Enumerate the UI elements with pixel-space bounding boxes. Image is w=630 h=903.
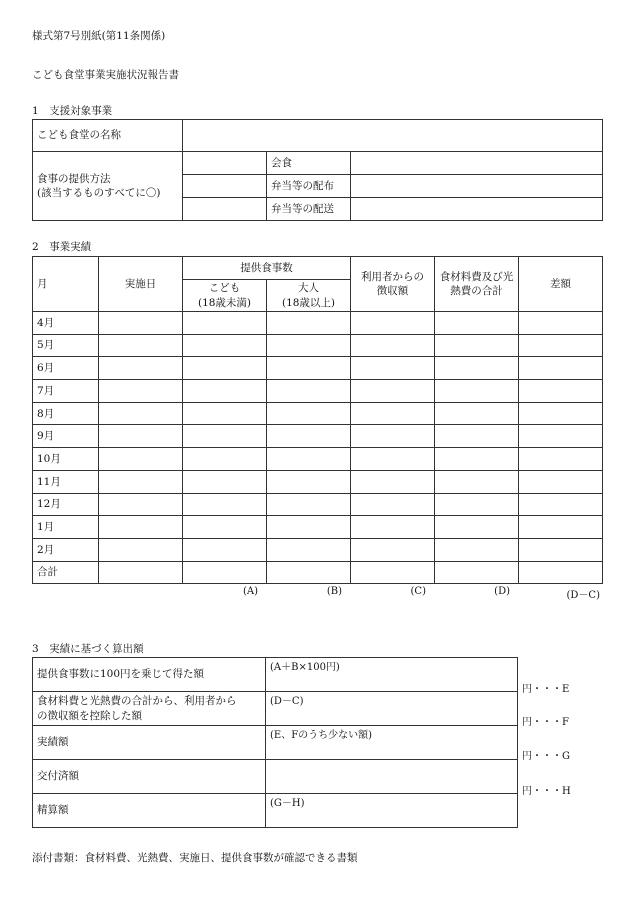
document-title: こども食堂事業実施状況報告書 <box>32 69 179 81</box>
calc-row <box>33 692 518 726</box>
form-number: 様式第7号別紙(第11条関係) <box>32 30 166 42</box>
month-label: 10月 <box>33 448 99 471</box>
unit-label-f: 円・・・F <box>522 717 569 728</box>
entry-cell[interactable] <box>267 312 351 335</box>
entry-cell[interactable] <box>183 380 267 403</box>
footer-label-d: (D) <box>494 586 510 597</box>
footer-label-b: (B) <box>326 586 342 597</box>
month-label: 合計 <box>33 561 99 584</box>
entry-cell[interactable] <box>183 425 267 448</box>
method-label: 弁当等の配送 <box>267 198 351 221</box>
method-detail-cell[interactable] <box>351 152 603 175</box>
entry-cell[interactable] <box>435 493 519 516</box>
unit-label-e: 円・・・E <box>522 684 570 695</box>
month-label: 7月 <box>33 380 99 403</box>
method-check-cell[interactable] <box>183 175 267 198</box>
entry-cell[interactable] <box>99 561 183 584</box>
calculation-table <box>32 657 518 828</box>
entry-cell[interactable] <box>519 312 603 335</box>
calc-label-line1: 実績額 <box>37 736 69 749</box>
header-child <box>183 280 267 312</box>
month-row <box>33 448 603 471</box>
entry-cell[interactable] <box>519 561 603 584</box>
header-adult-line2: (18歳以上) <box>281 296 336 309</box>
calc-value-cell[interactable] <box>266 658 518 692</box>
calc-formula: (A＋B×100円) <box>270 662 340 673</box>
header-cost-line2: 熱費の合計 <box>450 285 503 297</box>
method-check-cell[interactable] <box>183 198 267 221</box>
meal-method-label-line2: (該当するものすべてに〇) <box>37 187 161 199</box>
entry-cell[interactable] <box>99 312 183 335</box>
entry-cell[interactable] <box>267 516 351 539</box>
entry-cell[interactable] <box>267 470 351 493</box>
entry-cell[interactable] <box>351 448 435 471</box>
month-label: 1月 <box>33 516 99 539</box>
entry-cell[interactable] <box>267 538 351 561</box>
entry-cell[interactable] <box>99 470 183 493</box>
entry-cell[interactable] <box>99 516 183 539</box>
calc-label <box>33 726 266 760</box>
entry-cell[interactable] <box>519 516 603 539</box>
calc-label <box>33 658 266 692</box>
header-child-line1: こども <box>208 282 241 295</box>
entry-cell[interactable] <box>519 334 603 357</box>
header-child-line2: (18歳未満) <box>197 296 252 309</box>
calc-formula: (D－C) <box>270 696 304 707</box>
footer-label-d-minus-c: (D－C) <box>566 590 600 601</box>
entry-cell[interactable] <box>435 561 519 584</box>
entry-cell[interactable] <box>351 380 435 403</box>
calc-label <box>33 692 266 726</box>
entry-cell[interactable] <box>351 470 435 493</box>
entry-cell[interactable] <box>183 493 267 516</box>
entry-cell[interactable] <box>435 470 519 493</box>
unit-label-h: 円・・・H <box>522 786 571 797</box>
meal-method-label-line1: 食事の提供方法 <box>37 172 111 185</box>
month-label: 8月 <box>33 402 99 425</box>
entry-cell[interactable] <box>267 380 351 403</box>
calc-row <box>33 760 518 794</box>
month-row <box>33 425 603 448</box>
calc-label <box>33 794 266 828</box>
calc-label-line1: 精算額 <box>37 804 69 817</box>
entry-cell[interactable] <box>99 380 183 403</box>
entry-cell[interactable] <box>519 448 603 471</box>
entry-cell[interactable] <box>351 334 435 357</box>
entry-cell[interactable] <box>183 470 267 493</box>
entry-cell[interactable] <box>183 312 267 335</box>
entry-cell[interactable] <box>183 402 267 425</box>
month-label: 11月 <box>33 470 99 493</box>
entry-cell[interactable] <box>99 334 183 357</box>
entry-cell[interactable] <box>351 493 435 516</box>
entry-cell[interactable] <box>519 493 603 516</box>
footer-label-a: (A) <box>242 586 258 597</box>
month-row <box>33 357 603 380</box>
entry-cell[interactable] <box>183 357 267 380</box>
calc-label-line1: 提供食事数に100円を乗じて得た額 <box>37 668 205 681</box>
calc-value-cell[interactable] <box>266 726 518 760</box>
entry-cell[interactable] <box>435 357 519 380</box>
shokudo-name-field[interactable] <box>183 120 603 152</box>
entry-cell[interactable] <box>435 516 519 539</box>
entry-cell[interactable] <box>435 312 519 335</box>
method-check-cell[interactable] <box>183 152 267 175</box>
month-label: 4月 <box>33 312 99 335</box>
calc-formula: (E、Fのうち少ない額) <box>270 730 373 741</box>
month-label: 12月 <box>33 493 99 516</box>
entry-cell[interactable] <box>183 538 267 561</box>
entry-cell[interactable] <box>267 402 351 425</box>
month-row <box>33 493 603 516</box>
month-row <box>33 380 603 403</box>
header-date: 実施日 <box>99 257 183 312</box>
entry-cell[interactable] <box>435 402 519 425</box>
month-row <box>33 402 603 425</box>
entry-cell[interactable] <box>519 380 603 403</box>
attachments-note: 添付書類：食材料費、光熱費、実施日、提供食事数が確認できる書類 <box>32 852 358 864</box>
section2-heading: 2 事業実績 <box>32 241 92 253</box>
calc-label <box>33 760 266 794</box>
entry-cell[interactable] <box>183 516 267 539</box>
calc-row <box>33 658 518 692</box>
header-fee-line2: 徴収額 <box>376 285 409 297</box>
entry-cell[interactable] <box>435 538 519 561</box>
entry-cell[interactable] <box>351 516 435 539</box>
entry-cell[interactable] <box>519 538 603 561</box>
month-row <box>33 312 603 335</box>
unit-label-g: 円・・・G <box>522 751 570 762</box>
entry-cell[interactable] <box>99 357 183 380</box>
header-fee-line1: 利用者からの <box>361 270 424 283</box>
entry-cell[interactable] <box>519 470 603 493</box>
entry-cell[interactable] <box>267 448 351 471</box>
month-label: 9月 <box>33 425 99 448</box>
shokudo-name-label: こども食堂の名称 <box>33 120 183 152</box>
calc-value-cell[interactable] <box>266 692 518 726</box>
method-detail-cell[interactable] <box>351 175 603 198</box>
entry-cell[interactable] <box>435 380 519 403</box>
section3-heading: 3 実績に基づく算出額 <box>32 643 144 655</box>
entry-cell[interactable] <box>183 334 267 357</box>
entry-cell[interactable] <box>435 425 519 448</box>
section1-heading: 1 支援対象事業 <box>32 105 113 117</box>
entry-cell[interactable] <box>351 561 435 584</box>
results-table <box>32 256 603 584</box>
entry-cell[interactable] <box>267 425 351 448</box>
header-diff: 差額 <box>519 257 603 312</box>
entry-cell[interactable] <box>351 425 435 448</box>
calc-formula: (G－H) <box>270 798 305 809</box>
entry-cell[interactable] <box>183 448 267 471</box>
meal-method-label <box>33 152 183 221</box>
entry-cell[interactable] <box>519 402 603 425</box>
calc-value-cell[interactable] <box>266 794 518 828</box>
month-row <box>33 561 603 584</box>
month-row <box>33 334 603 357</box>
entry-cell[interactable] <box>351 357 435 380</box>
support-target-table <box>32 119 603 221</box>
entry-cell[interactable] <box>351 538 435 561</box>
calc-label-line1: 交付済額 <box>37 770 79 783</box>
entry-cell[interactable] <box>519 357 603 380</box>
entry-cell[interactable] <box>435 334 519 357</box>
month-label: 2月 <box>33 538 99 561</box>
entry-cell[interactable] <box>99 402 183 425</box>
month-row <box>33 470 603 493</box>
entry-cell[interactable] <box>267 561 351 584</box>
calc-value-cell[interactable] <box>266 760 518 794</box>
calc-label-line2: の徴収額を控除した額 <box>37 709 142 722</box>
entry-cell[interactable] <box>351 312 435 335</box>
entry-cell[interactable] <box>99 538 183 561</box>
entry-cell[interactable] <box>267 493 351 516</box>
month-row <box>33 516 603 539</box>
header-meals: 提供食事数 <box>183 257 351 280</box>
header-adult-line1: 大人 <box>298 282 319 295</box>
footer-label-c: (C) <box>410 586 426 597</box>
calc-row <box>33 794 518 828</box>
month-label: 6月 <box>33 357 99 380</box>
entry-cell[interactable] <box>267 357 351 380</box>
entry-cell[interactable] <box>183 561 267 584</box>
entry-cell[interactable] <box>351 402 435 425</box>
header-fee <box>351 257 435 312</box>
header-month: 月 <box>33 257 99 312</box>
method-label: 弁当等の配布 <box>267 175 351 198</box>
header-adult <box>267 280 351 312</box>
header-cost <box>435 257 519 312</box>
entry-cell[interactable] <box>267 334 351 357</box>
month-row <box>33 538 603 561</box>
entry-cell[interactable] <box>519 425 603 448</box>
method-detail-cell[interactable] <box>351 198 603 221</box>
month-label: 5月 <box>33 334 99 357</box>
header-cost-line1: 食材料費及び光 <box>439 270 514 283</box>
entry-cell[interactable] <box>99 448 183 471</box>
entry-cell[interactable] <box>99 493 183 516</box>
calc-label-line1: 食材料費と光熱費の合計から、利用者から <box>37 695 237 708</box>
entry-cell[interactable] <box>99 425 183 448</box>
entry-cell[interactable] <box>435 448 519 471</box>
calc-row <box>33 726 518 760</box>
method-label: 会食 <box>267 152 351 175</box>
